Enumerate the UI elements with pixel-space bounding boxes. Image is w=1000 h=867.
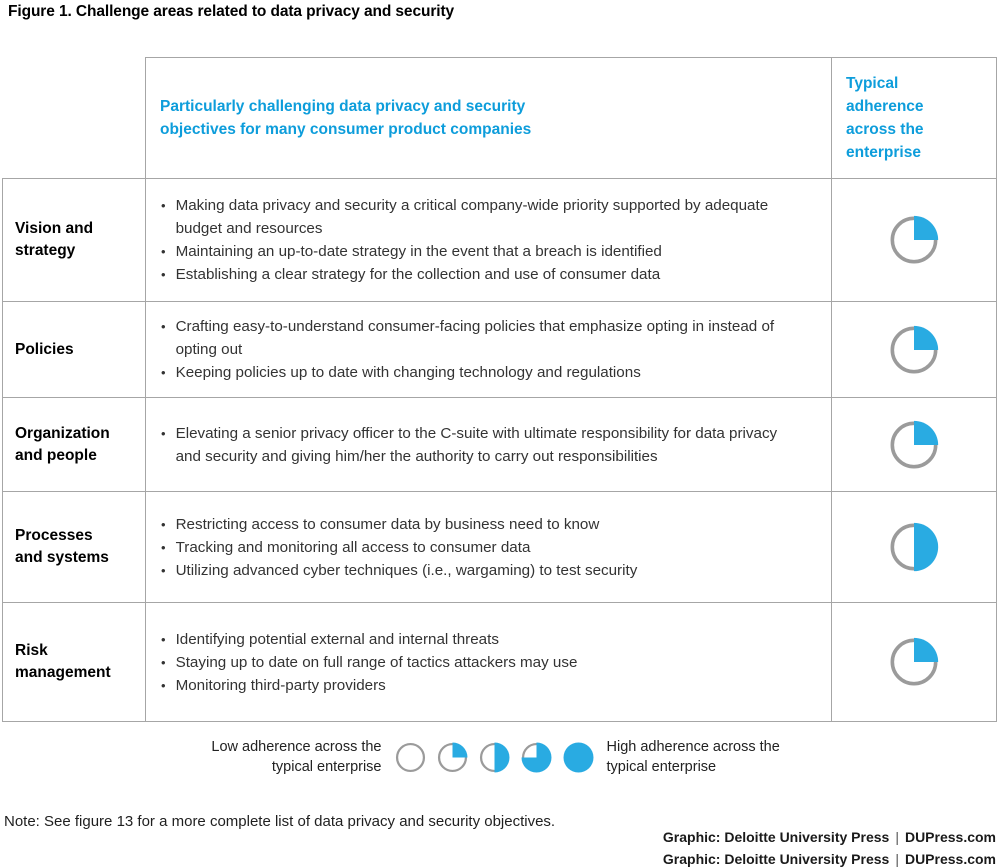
- bullet-item: • Utilizing advanced cyber techniques (i.e., wargaming) to test security: [161, 559, 637, 582]
- bullet-item: • Maintaining an up-to-date strategy in the event that a breach is identified: [161, 240, 788, 263]
- credit-site-clipped: DUPress.com: [904, 851, 996, 867]
- credit-separator: |: [895, 829, 899, 845]
- bullet-item: • Crafting easy-to-understand consumer-facing policies that emphasize opting in instead of opting out: [161, 315, 788, 361]
- bullet-item: • Elevating a senior privacy officer to the C-suite with ultimate responsibility for data privacy and security and giving him/her the authority to carry out responsibilities: [161, 422, 788, 468]
- row-adherence-cell: [831, 398, 996, 491]
- row-objectives-cell: [146, 398, 831, 491]
- harvey-ball-icon: [889, 637, 939, 687]
- row-area-cell: [3, 398, 146, 491]
- bullet-item: • Making data privacy and security a critical company-wide priority supported by adequate budget and resources: [161, 194, 788, 240]
- row-objectives-cell: [146, 492, 831, 602]
- bullet-item: • Establishing a clear strategy for the collection and use of consumer data: [161, 263, 788, 286]
- row-area-label: Vision and strategy: [15, 220, 94, 259]
- bullet-list: [146, 628, 577, 697]
- credit-site: DUPress.com: [904, 829, 996, 845]
- harvey-ball-icon: [889, 522, 939, 572]
- table-row-risk-management: [3, 603, 996, 721]
- bullet-list: [146, 194, 788, 286]
- row-objectives-cell: [146, 302, 831, 397]
- harvey-ball-icon: [889, 420, 939, 470]
- bullet-list: [146, 513, 637, 582]
- row-objectives-cell: [146, 179, 831, 301]
- bullet-item: • Restricting access to consumer data by business need to know: [161, 513, 637, 536]
- row-area-label: Policies: [15, 340, 74, 358]
- header-adherence-label: Typical adherence across the enterprise: [846, 75, 924, 161]
- legend-high-label: High adherence across the typical enterprise: [606, 739, 780, 775]
- row-area-label: Processes and systems: [15, 527, 109, 566]
- adherence-legend: [0, 737, 1000, 777]
- row-adherence-cell: [831, 179, 996, 301]
- harvey-ball-50pct-icon: [479, 742, 510, 773]
- bullet-item: • Tracking and monitoring all access to consumer data: [161, 536, 637, 559]
- table-row-policies: [3, 302, 996, 398]
- credit-source: Graphic: Deloitte University Press: [662, 829, 890, 845]
- harvey-ball-75pct-icon: [521, 742, 552, 773]
- header-cell-objectives: [146, 58, 831, 178]
- table-header-row: [145, 57, 997, 178]
- bullet-list: [146, 315, 788, 384]
- harvey-ball-icon: [889, 215, 939, 265]
- table-row-organization-and-people: [3, 398, 996, 492]
- legend-low-label: Low adherence across the typical enterprise: [211, 739, 382, 775]
- row-adherence-cell: [831, 492, 996, 602]
- row-area-label: Risk management: [15, 642, 111, 681]
- header-objectives-label: Particularly challenging data privacy and security objectives for many consumer product companies: [160, 98, 532, 138]
- figure-note: Note: See figure 13 for a more complete list of data privacy and security objectives.: [4, 813, 556, 830]
- row-adherence-cell: [831, 603, 996, 721]
- row-area-cell: [3, 302, 146, 397]
- row-area-label: Organization and people: [15, 424, 110, 464]
- row-objectives-cell: [146, 603, 831, 721]
- row-area-cell: [3, 179, 146, 301]
- bullet-item: • Keeping policies up to date with changing technology and regulations: [161, 361, 788, 384]
- credit-source-clipped: Graphic: Deloitte University Press: [662, 851, 890, 867]
- harvey-ball-25pct-icon: [437, 742, 468, 773]
- bullet-list: [146, 422, 788, 468]
- table-row-vision-and-strategy: [3, 179, 996, 302]
- row-area-cell: [3, 492, 146, 602]
- bullet-item: • Monitoring third-party providers: [161, 674, 577, 697]
- harvey-ball-100pct-icon: [563, 742, 594, 773]
- row-area-cell: [3, 603, 146, 721]
- harvey-ball-icon: [889, 325, 939, 375]
- legend-scale: [395, 742, 594, 773]
- header-cell-adherence: [831, 58, 996, 178]
- bullet-item: • Staying up to date on full range of tactics attackers may use: [161, 651, 577, 674]
- graphic-credit-clipped: [663, 851, 996, 867]
- harvey-ball-0pct-icon: [395, 742, 426, 773]
- table-row-processes-and-systems: [3, 492, 996, 603]
- credit-separator: |: [895, 851, 899, 867]
- bullet-item: • Identifying potential external and internal threats: [161, 628, 577, 651]
- graphic-credit: [663, 829, 996, 845]
- row-adherence-cell: [831, 302, 996, 397]
- figure-title: Figure 1. Challenge areas related to data privacy and security: [8, 3, 455, 20]
- challenge-table-body: [2, 178, 997, 722]
